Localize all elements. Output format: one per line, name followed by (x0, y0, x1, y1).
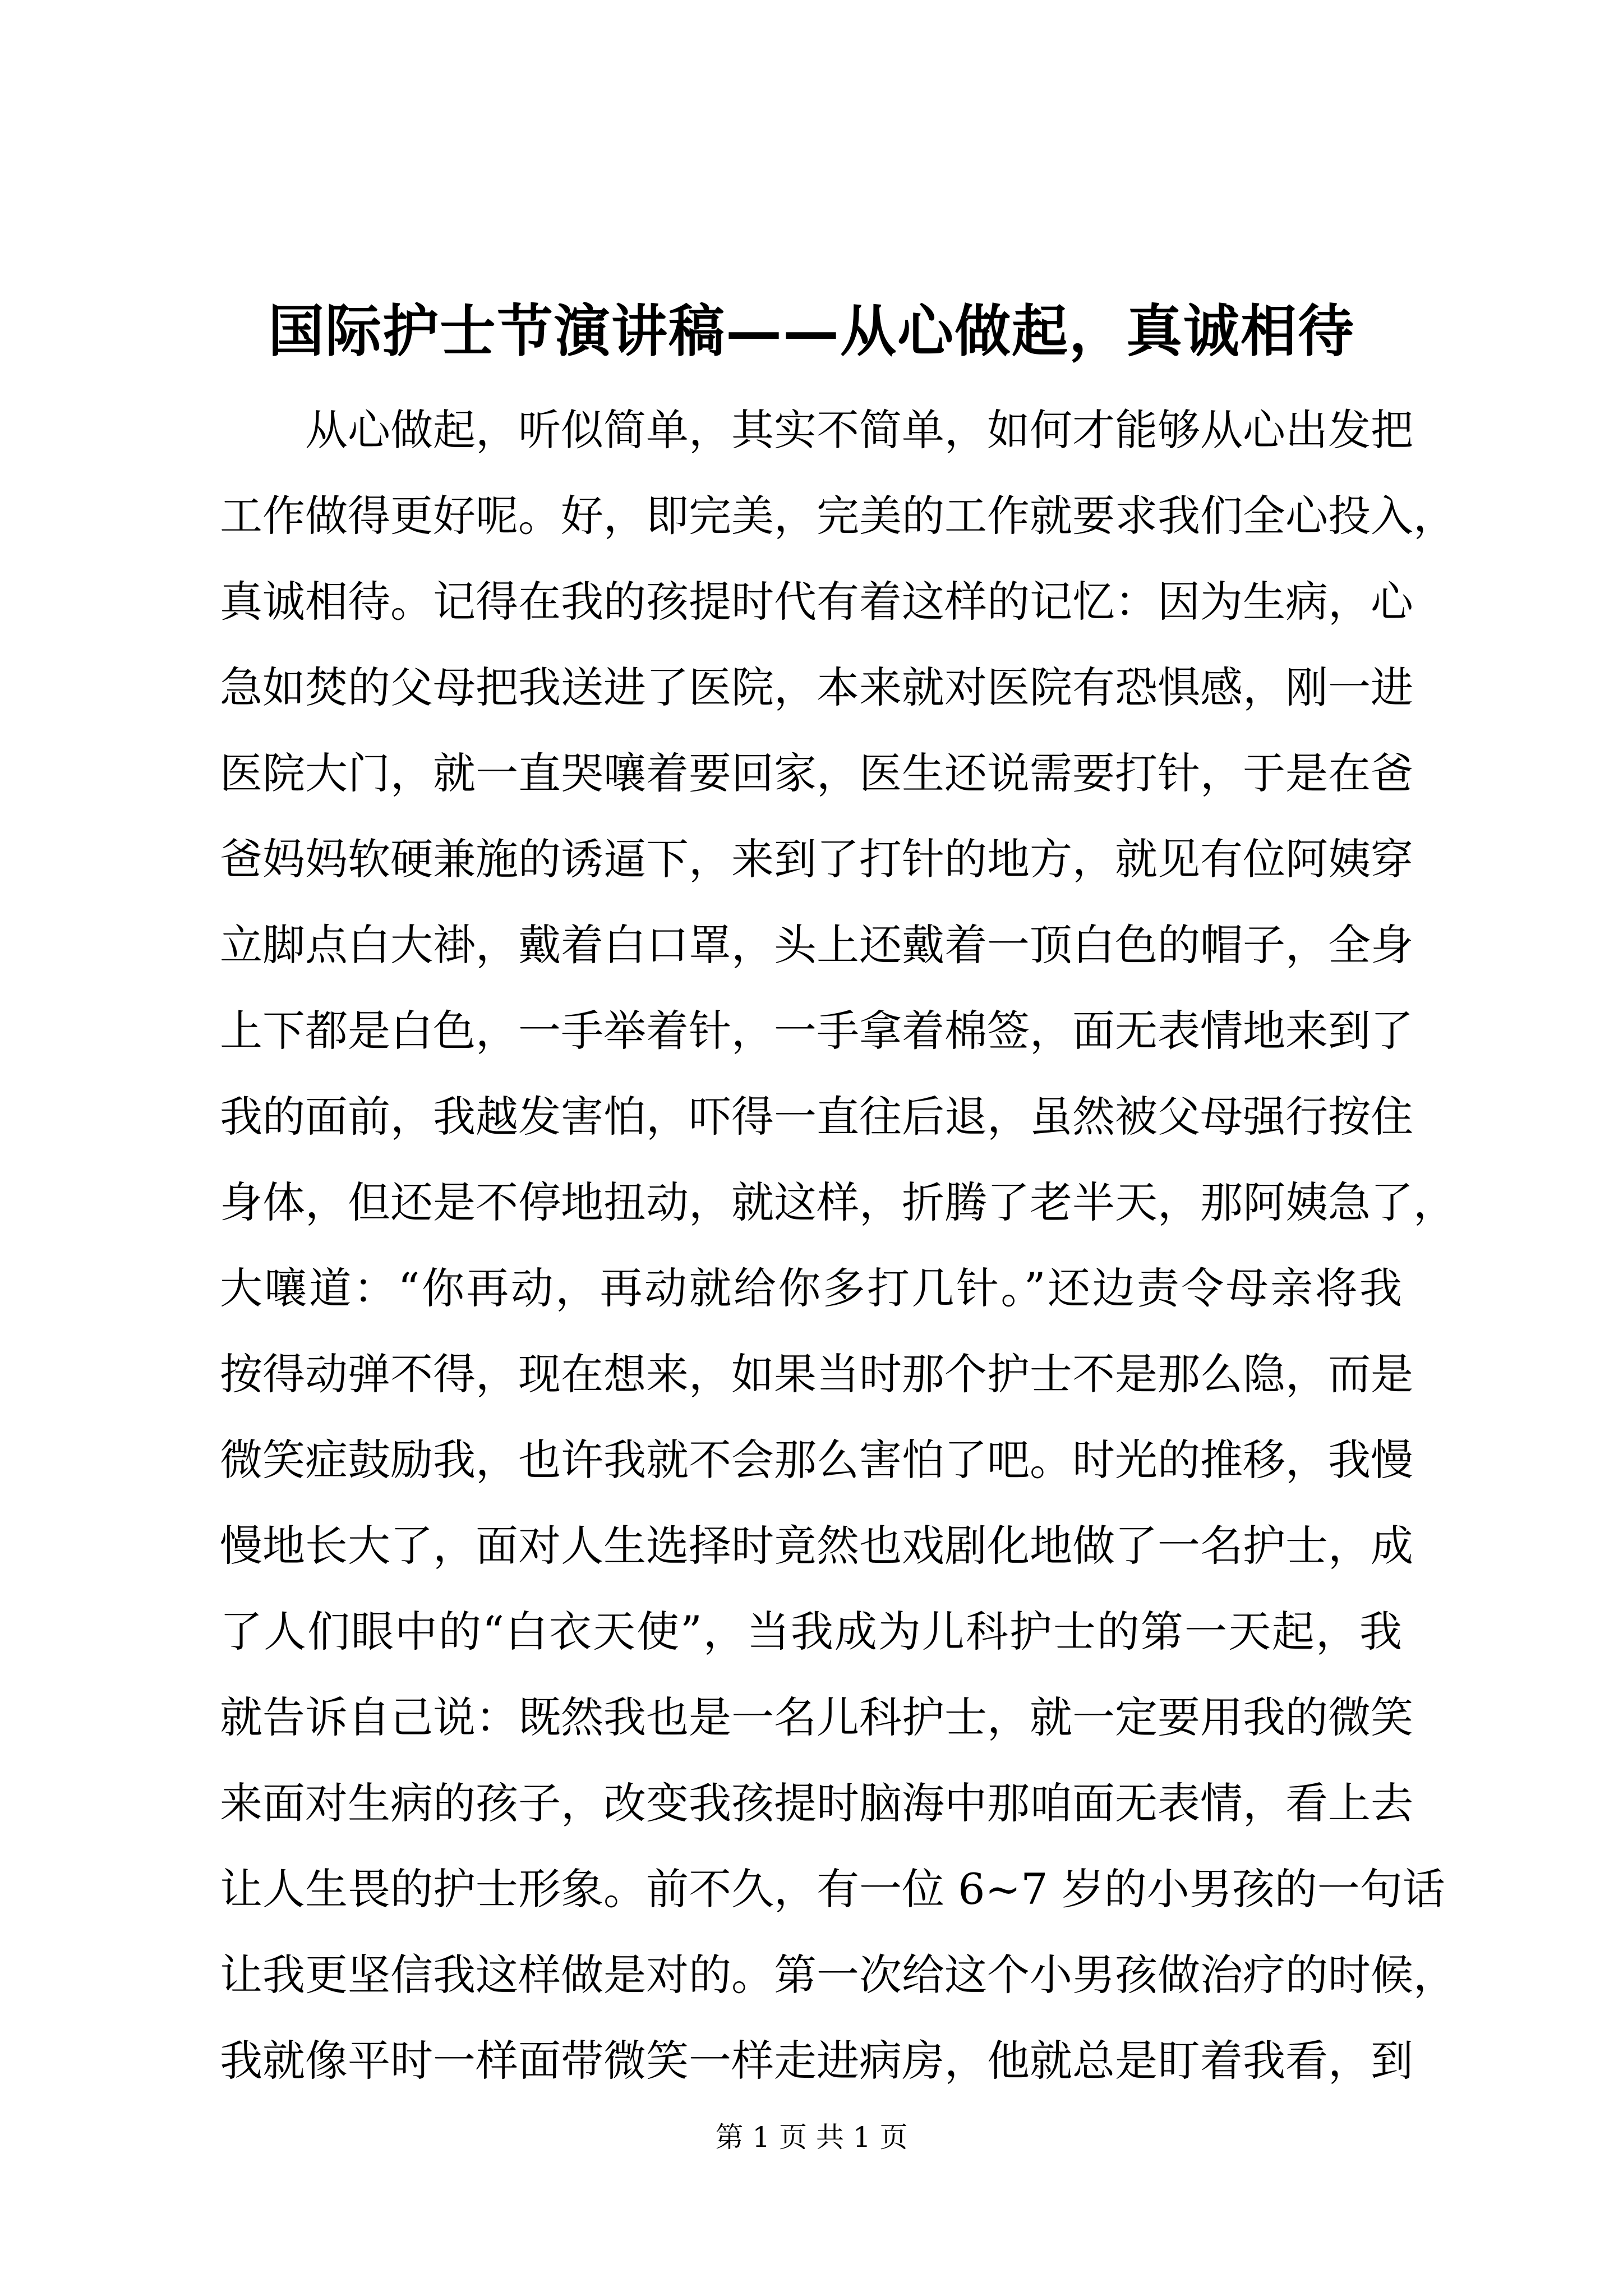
text-line: 让人生畏的护士形象。前不久，有一位 6~7 岁的小男孩的一句话 (220, 1864, 1445, 1914)
text-line: 急如焚的父母把我送进了医院，本来就对医院有恐惧感，刚一进 (220, 662, 1413, 712)
text-line: 慢地长大了，面对人生选择时竟然也戏剧化地做了一名护士，成 (220, 1521, 1413, 1571)
text-line: 按得动弹不得，现在想来，如果当时那个护士不是那么隐，而是 (220, 1349, 1413, 1399)
text-line: 来面对生病的孩子，改变我孩提时脑海中那咱面无表情，看上去 (220, 1778, 1413, 1828)
text-line: 立脚点白大褂，戴着白口罩，头上还戴着一顶白色的帽子，全身 (220, 920, 1413, 970)
text-line: 爸妈妈软硬兼施的诱逼下，来到了打针的地方，就见有位阿姨穿 (220, 834, 1413, 884)
document-title: 国际护士节演讲稿——从心做起，真诚相待 (268, 298, 1355, 364)
text-line: 上下都是白色，一手举着针，一手拿着棉签，面无表情地来到了 (220, 1006, 1413, 1056)
text-line: 身体，但还是不停地扭动，就这样，折腾了老半天，那阿姨急了， (220, 1177, 1456, 1227)
text-line: 微笑症鼓励我，也许我就不会那么害怕了吧。时光的推移，我慢 (220, 1435, 1413, 1485)
text-line: 医院大门，就一直哭嚷着要回家，医生还说需要打针，于是在爸 (220, 748, 1413, 798)
text-line: 从心做起，听似简单，其实不简单，如何才能够从心出发把 (305, 405, 1413, 455)
text-line: 工作做得更好呢。好，即完美，完美的工作就要求我们全心投入， (220, 491, 1456, 541)
text-line: 我就像平时一样面带微笑一样走进病房，他就总是盯着我看，到 (220, 2036, 1413, 2086)
text-line: 就告诉自己说：既然我也是一名儿科护士，就一定要用我的微笑 (220, 1692, 1413, 1742)
body-paragraph (220, 387, 1456, 2104)
text-line: 真诚相待。记得在我的孩提时代有着这样的记忆：因为生病，心 (220, 577, 1413, 627)
page-footer: 第 1 页 共 1 页 (715, 2121, 908, 2154)
text-line: 我的面前，我越发害怕，吓得一直往后退，虽然被父母强行按住 (220, 1092, 1413, 1142)
text-line: 了人们眼中的“白衣天使”，当我成为儿科护士的第一天起，我 (220, 1607, 1402, 1657)
text-line: 让我更坚信我这样做是对的。第一次给这个小男孩做治疗的时候， (220, 1950, 1456, 2000)
text-line: 大嚷道：“你再动，再动就给你多打几针。”还边责令母亲将我 (220, 1263, 1402, 1313)
